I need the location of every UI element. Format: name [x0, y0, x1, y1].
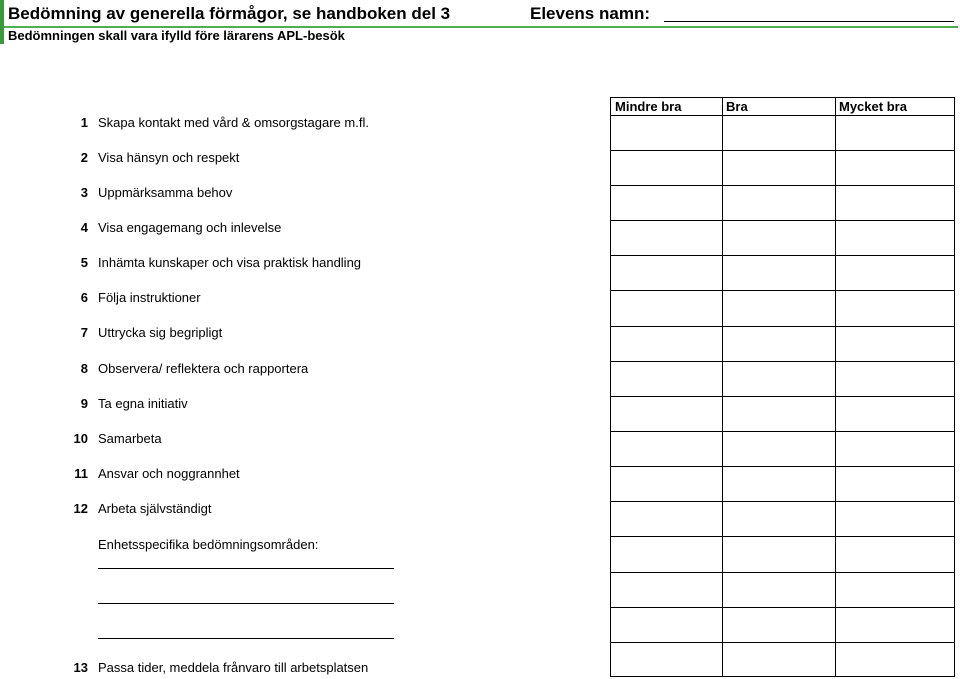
- rating-grid-header: [611, 98, 954, 116]
- unit-specific-field-1[interactable]: [98, 568, 394, 569]
- grid-row-divider: [611, 466, 954, 467]
- item-label: Samarbeta: [98, 431, 162, 446]
- item-label: Inhämta kunskaper och visa praktisk handling: [98, 255, 362, 270]
- grid-row-divider: [611, 185, 954, 186]
- student-name-label: Elevens namn:: [530, 4, 650, 23]
- grid-row-divider: [611, 255, 954, 256]
- column-header-bra: Bra: [726, 99, 748, 114]
- item-number: 7: [80, 325, 88, 340]
- grid-row-divider: [611, 536, 954, 537]
- item-label: Ta egna initiativ: [98, 396, 188, 411]
- unit-specific-label: Enhetsspecifika bedömningsområden:: [98, 537, 319, 552]
- item-number: 5: [80, 255, 88, 270]
- item-number: 9: [80, 396, 88, 411]
- grid-row-divider: [611, 220, 954, 221]
- item-label: Ansvar och noggrannhet: [98, 466, 240, 481]
- item-number: 3: [80, 185, 88, 200]
- column-header-mycket-bra: Mycket bra: [839, 99, 907, 114]
- grid-row-divider: [611, 326, 954, 327]
- item-label: Arbeta självständigt: [98, 501, 212, 516]
- form-subtitle: Bedömningen skall vara ifylld före lärarens APL-besök: [8, 28, 345, 43]
- item-label: Skapa kontakt med vård & omsorgstagare m.fl.: [98, 115, 369, 130]
- item-label: Uttrycka sig begripligt: [98, 325, 223, 340]
- unit-specific-field-3[interactable]: [98, 638, 394, 639]
- item-number: 6: [80, 290, 88, 305]
- student-name-field[interactable]: [664, 21, 954, 22]
- item-label: Visa engagemang och inlevelse: [98, 220, 282, 235]
- item-number: 4: [80, 220, 88, 235]
- item-label: Observera/ reflektera och rapportera: [98, 361, 309, 376]
- item-number: 13: [73, 660, 88, 675]
- grid-row-divider: [611, 642, 954, 643]
- grid-row-divider: [611, 431, 954, 432]
- column-header-mindre-bra: Mindre bra: [615, 99, 682, 114]
- item-label: Passa tider, meddela frånvaro till arbetsplatsen: [98, 660, 369, 675]
- item-number: 1: [80, 115, 88, 130]
- grid-row-divider: [611, 396, 954, 397]
- item-label: Visa hänsyn och respekt: [98, 150, 240, 165]
- grid-row-divider: [611, 607, 954, 608]
- rating-grid: [610, 97, 955, 677]
- grid-row-divider: [611, 361, 954, 362]
- item-number: 2: [80, 150, 88, 165]
- grid-row-divider: [611, 290, 954, 291]
- item-number: 8: [80, 361, 88, 376]
- grid-row-divider: [611, 501, 954, 502]
- form-title: Bedömning av generella förmågor, se handboken del 3: [8, 4, 451, 23]
- unit-specific-field-2[interactable]: [98, 603, 394, 604]
- item-number: 11: [74, 466, 88, 481]
- grid-row-divider: [611, 150, 954, 151]
- item-label: Uppmärksamma behov: [98, 185, 233, 200]
- item-number: 10: [73, 431, 88, 446]
- grid-row-divider: [611, 572, 954, 573]
- item-number: 12: [73, 501, 88, 516]
- item-label: Följa instruktioner: [98, 290, 201, 305]
